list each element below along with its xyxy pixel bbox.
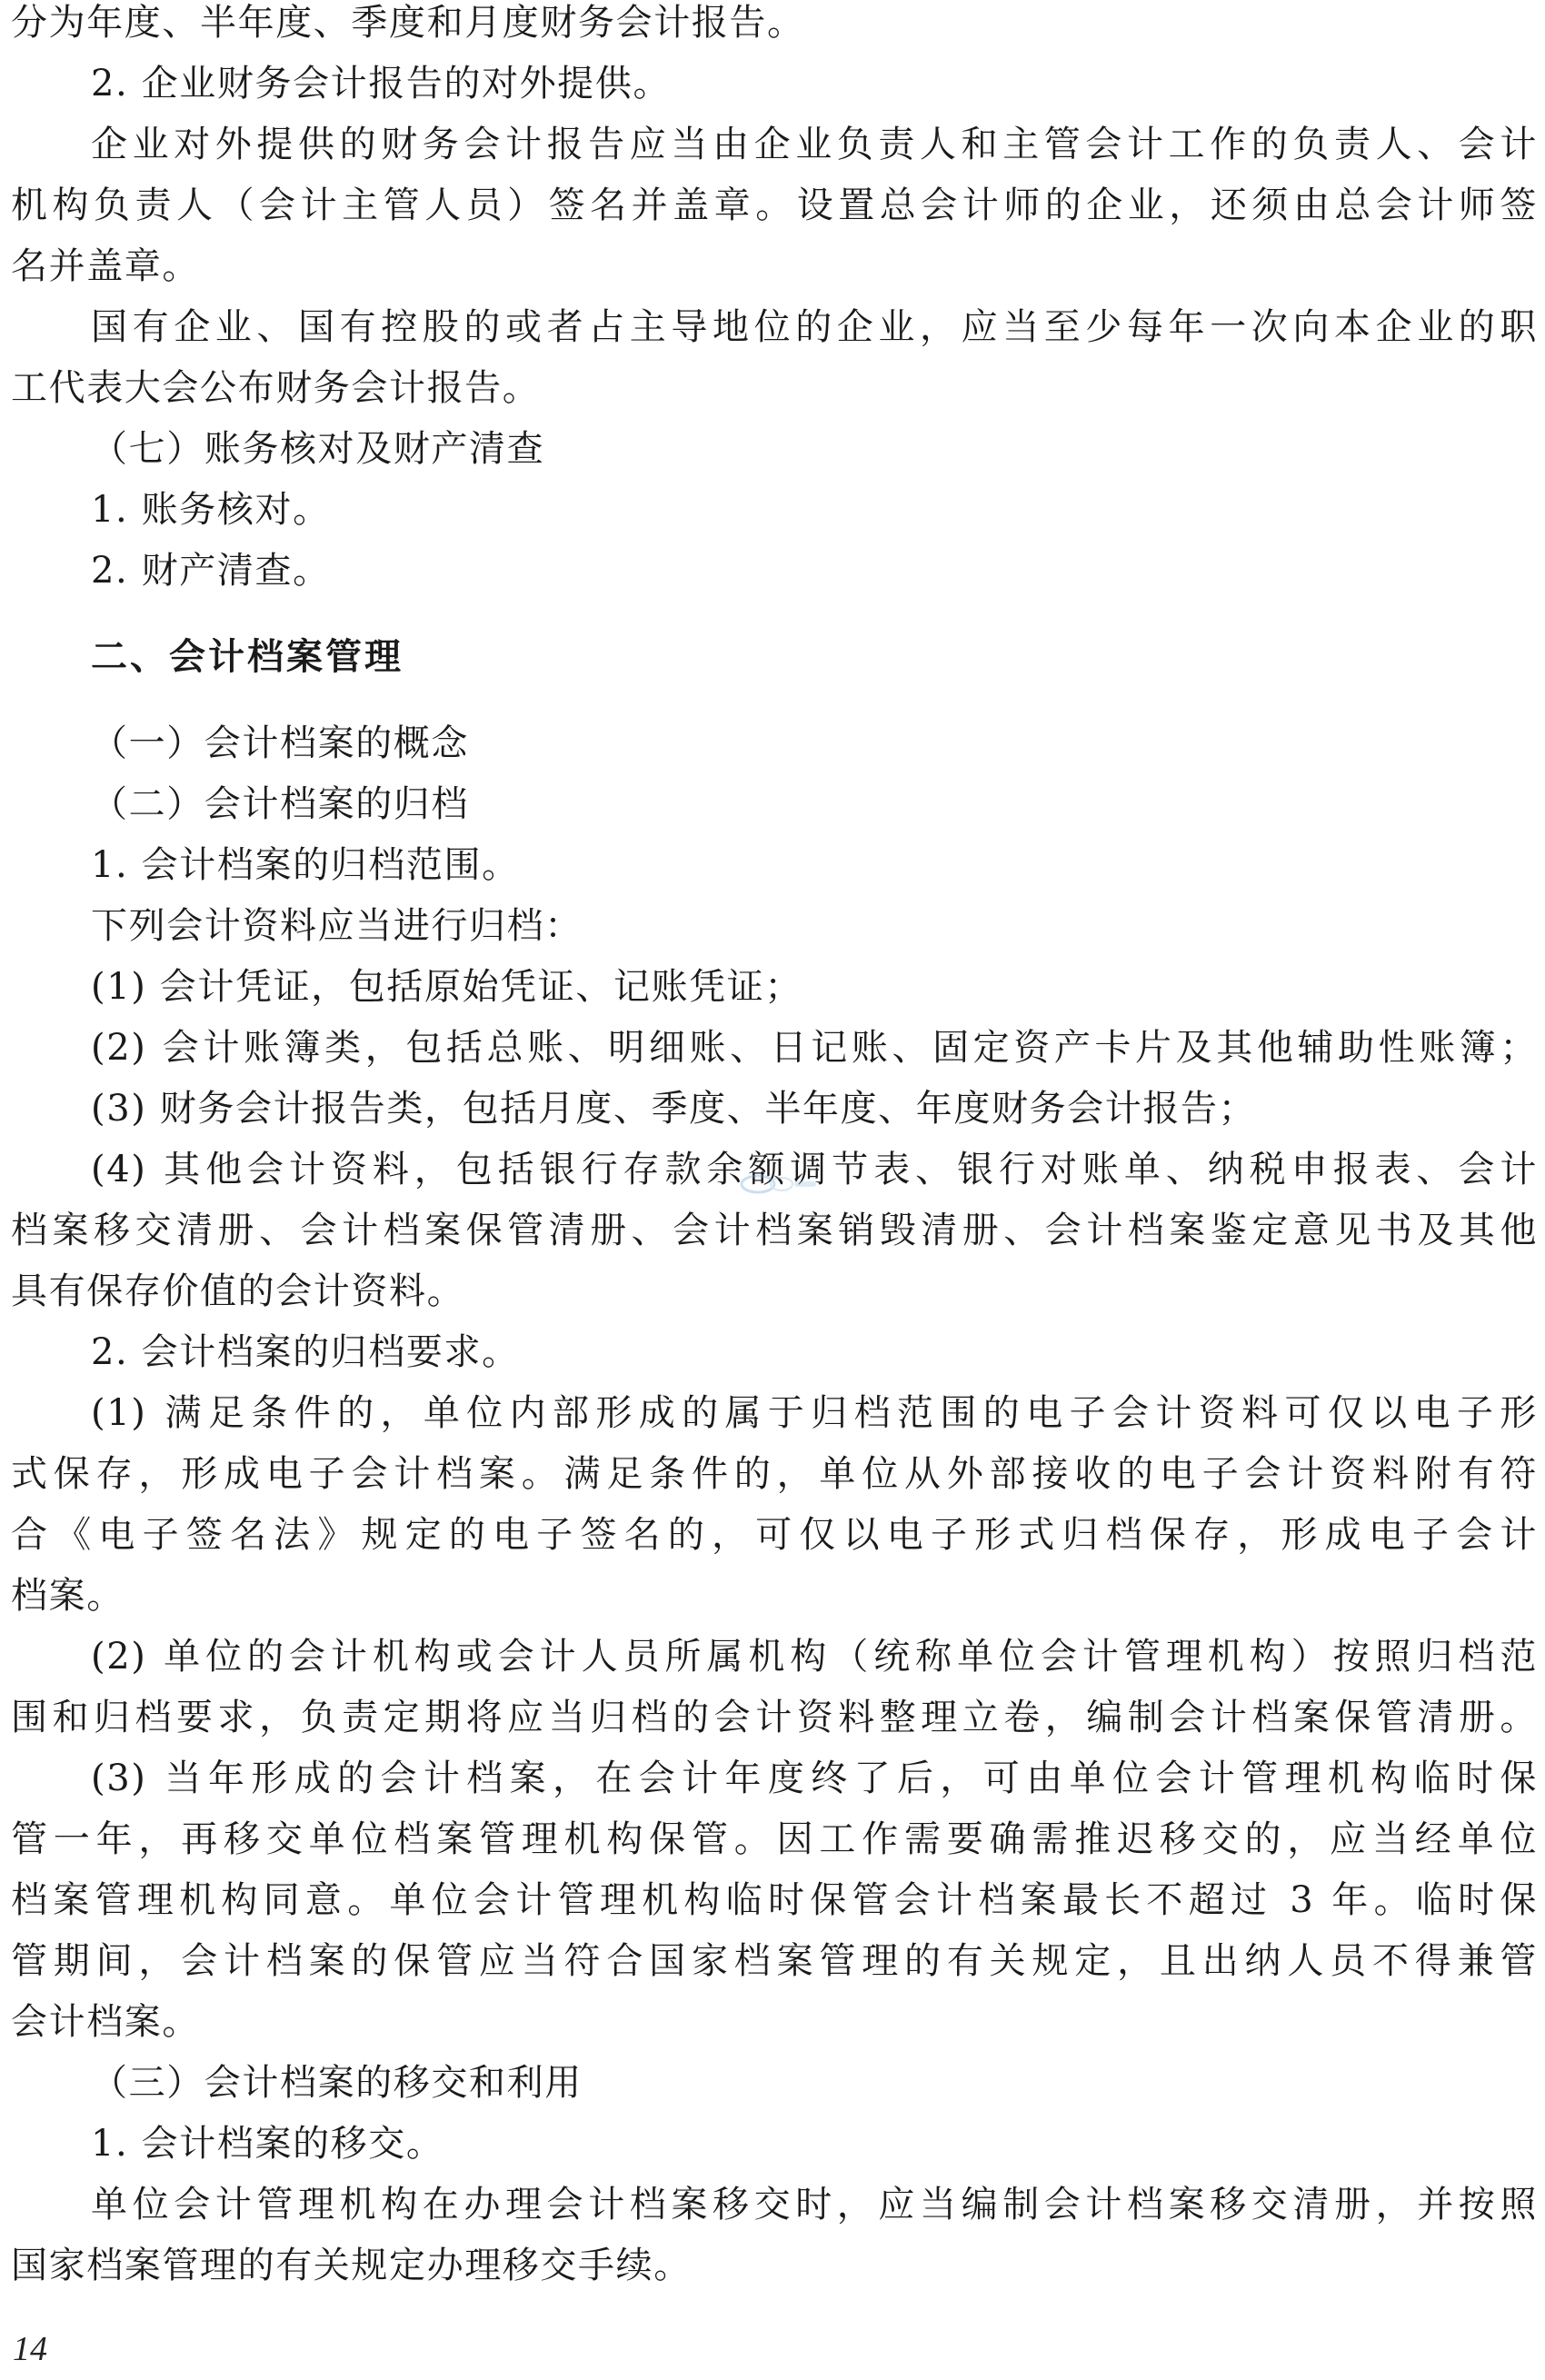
text-line: (3) 当年形成的会计档案，在会计年度终了后，可由单位会计管理机构临时保 [91,1758,1538,1799]
text-line: 档案管理机构同意。单位会计管理机构临时保管会计档案最长不超过 3 年。临时保 [11,1879,1538,1921]
text-line: （二）会计档案的归档 [91,783,469,825]
text-line: 单位会计管理机构在办理会计档案移交时，应当编制会计档案移交清册，并按照 [91,2184,1538,2226]
text-line: 名并盖章。 [11,245,200,287]
text-line: 合《电子签名法》规定的电子签名的，可仅以电子形式归档保存，形成电子会计 [11,1514,1538,1556]
text-line: 工代表大会公布财务会计报告。 [11,367,541,409]
text-line: 企业对外提供的财务会计报告应当由企业负责人和主管会计工作的负责人、会计 [91,124,1538,165]
text-line: （三）会计档案的移交和利用 [91,2062,583,2104]
text-body [11,0,1538,2296]
text-line: (3) 财务会计报告类，包括月度、季度、半年度、年度财务会计报告； [91,1088,1257,1130]
text-line: (2) 单位的会计机构或会计人员所属机构（统称单位会计管理机构）按照归档范 [91,1636,1538,1678]
watermark-logo-icon [738,1170,820,1198]
text-line: 档案移交清册、会计档案保管清册、会计档案销毁清册、会计档案鉴定意见书及其他 [11,1210,1538,1251]
text-line: 1. 账务核对。 [91,489,331,531]
text-line: 式保存，形成电子会计档案。满足条件的，单位从外部接收的电子会计资料附有符 [11,1453,1538,1495]
page-number: 14 [13,2330,47,2368]
text-line: 2. 企业财务会计报告的对外提供。 [91,63,672,105]
text-line: （七）账务核对及财产清查 [91,428,545,470]
text-line: 国有企业、国有控股的或者占主导地位的企业，应当至少每年一次向本企业的职 [91,306,1538,348]
text-line: 具有保存价值的会计资料。 [11,1270,465,1312]
text-line: 会计档案。 [11,2001,200,2043]
text-line: 围和归档要求，负责定期将应当归档的会计资料整理立卷，编制会计档案保管清册。 [11,1697,1538,1738]
text-line: 2. 会计档案的归档要求。 [91,1331,520,1373]
text-line: 2. 财产清查。 [91,550,331,592]
text-line: 管期间，会计档案的保管应当符合国家档案管理的有关规定，且出纳人员不得兼管 [11,1940,1538,1982]
text-line: 分为年度、半年度、季度和月度财务会计报告。 [11,2,805,44]
text-line: (1) 会计凭证，包括原始凭证、记账凭证； [91,966,802,1008]
text-line: 机构负责人（会计主管人员）签名并盖章。设置总会计师的企业，还须由总会计师签 [11,184,1538,226]
text-line: 1. 会计档案的归档范围。 [91,844,520,886]
text-line: 下列会计资料应当进行归档： [91,905,583,947]
text-line: 档案。 [11,1575,125,1617]
text-line: 1. 会计档案的移交。 [91,2123,444,2165]
text-line: (1) 满足条件的，单位内部形成的属于归档范围的电子会计资料可仅以电子形 [91,1392,1538,1434]
text-line: 国家档案管理的有关规定办理移交手续。 [11,2245,692,2286]
text-line: (4) 其他会计资料，包括银行存款余额调节表、银行对账单、纳税申报表、会计 [91,1149,1538,1190]
text-line: (2) 会计账簿类，包括总账、明细账、日记账、固定资产卡片及其他辅助性账簿； [91,1027,1538,1069]
text-line: （一）会计档案的概念 [91,722,469,764]
text-line: 管一年，再移交单位档案管理机构保管。因工作需要确需推迟移交的，应当经单位 [11,1818,1538,1860]
section-heading: 二、会计档案管理 [91,636,404,678]
